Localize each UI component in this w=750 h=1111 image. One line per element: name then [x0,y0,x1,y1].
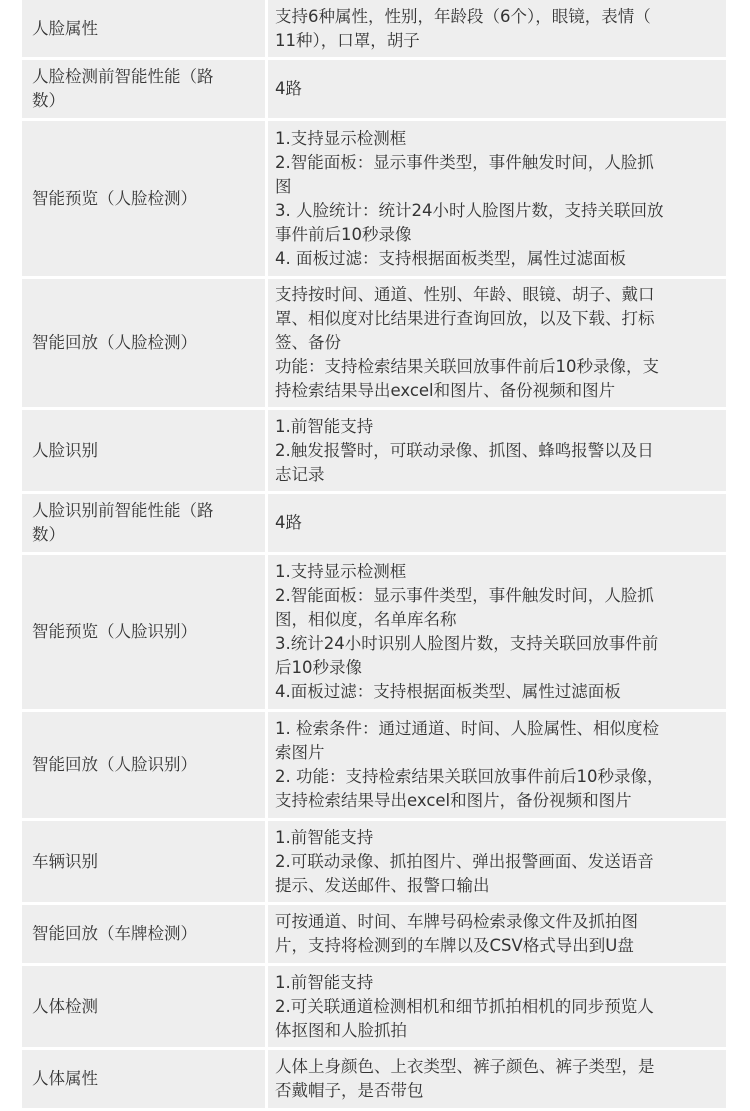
spec-value-line: 支持检索结果导出excel和图片，备份视频和图片 [275,791,632,810]
spec-row [22,121,726,276]
spec-row [22,60,726,118]
spec-label-line: 数） [32,91,65,110]
spec-value-line: 功能：支持检索结果关联回放事件前后10秒录像，支 [275,357,659,376]
spec-value [268,0,726,57]
spec-value [268,966,726,1047]
spec-value-line: 11种），口罩，胡子 [275,30,420,50]
spec-label-line: 智能回放（车牌检测） [32,924,197,943]
spec-table-body [22,0,726,1108]
spec-row [22,555,726,709]
spec-label-line: 车辆识别 [32,851,98,871]
spec-value-line: 事件前后10秒录像 [275,224,412,244]
spec-value [268,494,726,552]
spec-value-line: 4路 [275,513,302,532]
spec-row [22,0,726,57]
spec-value-line: 2. 功能：支持检索结果关联回放事件前后10秒录像， [275,767,664,786]
spec-row [22,905,726,963]
spec-value-line: 1. 检索条件：通过通道、时间、人脸属性、相似度检 [275,719,659,738]
spec-value-line: 4.面板过滤：支持根据面板类型、属性过滤面板 [275,682,621,701]
spec-value [268,60,726,118]
spec-label [22,494,265,552]
spec-value [268,279,726,407]
spec-label-line: 人脸检测前智能性能（路 [32,67,214,86]
spec-value-line: 支持按时间、通道、性别、年龄、眼镜、胡子、戴口 [275,285,655,304]
spec-value-line: 后10秒录像 [275,658,362,677]
spec-value-line: 1.支持显示检测框 [275,562,407,581]
spec-value-line: 志记录 [275,464,325,484]
spec-label-line: 人脸识别前智能性能（路 [32,501,214,520]
spec-value [268,821,726,902]
spec-row [22,279,726,407]
spec-value [268,555,726,709]
spec-value-line: 签、备份 [275,333,341,352]
spec-value-line: 罩、相似度对比结果进行查询回放，以及下载、打标 [275,309,655,328]
spec-value [268,121,726,276]
spec-value-line: 图，相似度，名单库名称 [275,610,457,629]
spec-row [22,966,726,1047]
spec-value-line: 4. 面板过滤：支持根据面板类型，属性过滤面板 [275,248,626,268]
spec-value-line: 2.可联动录像、抓拍图片、弹出报警画面、发送语音 [275,851,654,871]
spec-label [22,60,265,118]
spec-value-line: 2.可关联通道检测相机和细节抓拍相机的同步预览人 [275,996,654,1016]
spec-label [22,821,265,902]
spec-value-line: 体抠图和人脸抓拍 [275,1020,407,1040]
spec-value-line: 2.智能面板：显示事件类型，事件触发时间，人脸抓 [275,152,654,172]
spec-value-line: 3. 人脸统计：统计24小时人脸图片数，支持关联回放 [275,200,664,220]
spec-label [22,712,265,818]
spec-value-line: 持检索结果导出excel和图片、备份视频和图片 [275,381,616,400]
spec-row [22,494,726,552]
spec-value [268,410,726,491]
spec-row [22,821,726,902]
spec-value-line: 4路 [275,79,302,98]
spec-table [22,0,726,1111]
spec-label-line: 智能回放（人脸检测） [32,333,197,352]
spec-label [22,0,265,57]
spec-label [22,121,265,276]
spec-label [22,410,265,491]
spec-label [22,279,265,407]
spec-label-line: 人体属性 [32,1069,98,1088]
spec-value-line: 片，支持将检测到的车牌以及CSV格式导出到U盘 [275,936,634,955]
spec-label [22,905,265,963]
spec-value-line: 1.前智能支持 [275,827,374,847]
spec-label-line: 智能回放（人脸识别） [32,755,197,774]
spec-value-line: 2.触发报警时，可联动录像、抓图、蜂鸣报警以及日 [275,440,654,460]
spec-value-line: 人体上身颜色、上衣类型、裤子颜色、裤子类型，是 [275,1057,655,1076]
spec-value [268,905,726,963]
spec-value-line: 2.智能面板：显示事件类型，事件触发时间，人脸抓 [275,586,654,605]
spec-label-line: 数） [32,525,65,544]
spec-value-line: 支持6种属性，性别，年龄段（6个），眼镜，表情（ [275,6,651,26]
spec-label [22,966,265,1047]
spec-label [22,555,265,709]
spec-value-line: 否戴帽子，是否带包 [275,1081,424,1100]
spec-label-line: 智能预览（人脸检测） [32,188,197,208]
spec-row [22,410,726,491]
spec-value [268,1050,726,1108]
spec-row [22,1050,726,1108]
spec-value-line: 3.统计24小时识别人脸图片数，支持关联回放事件前 [275,634,659,653]
spec-label-line: 人体检测 [32,996,98,1016]
spec-value-line: 图 [275,176,292,196]
spec-value [268,712,726,818]
spec-row [22,712,726,818]
spec-label-line: 人脸属性 [32,18,98,38]
spec-value-line: 1.支持显示检测框 [275,128,407,148]
spec-value-line: 1.前智能支持 [275,972,374,992]
spec-value-line: 可按通道、时间、车牌号码检索录像文件及抓拍图 [275,912,638,931]
spec-label-line: 人脸识别 [32,440,98,460]
spec-value-line: 索图片 [275,743,325,762]
spec-value-line: 1.前智能支持 [275,416,374,436]
spec-label [22,1050,265,1108]
spec-label-line: 智能预览（人脸识别） [32,622,197,641]
spec-value-line: 提示、发送邮件、报警口输出 [275,875,490,895]
